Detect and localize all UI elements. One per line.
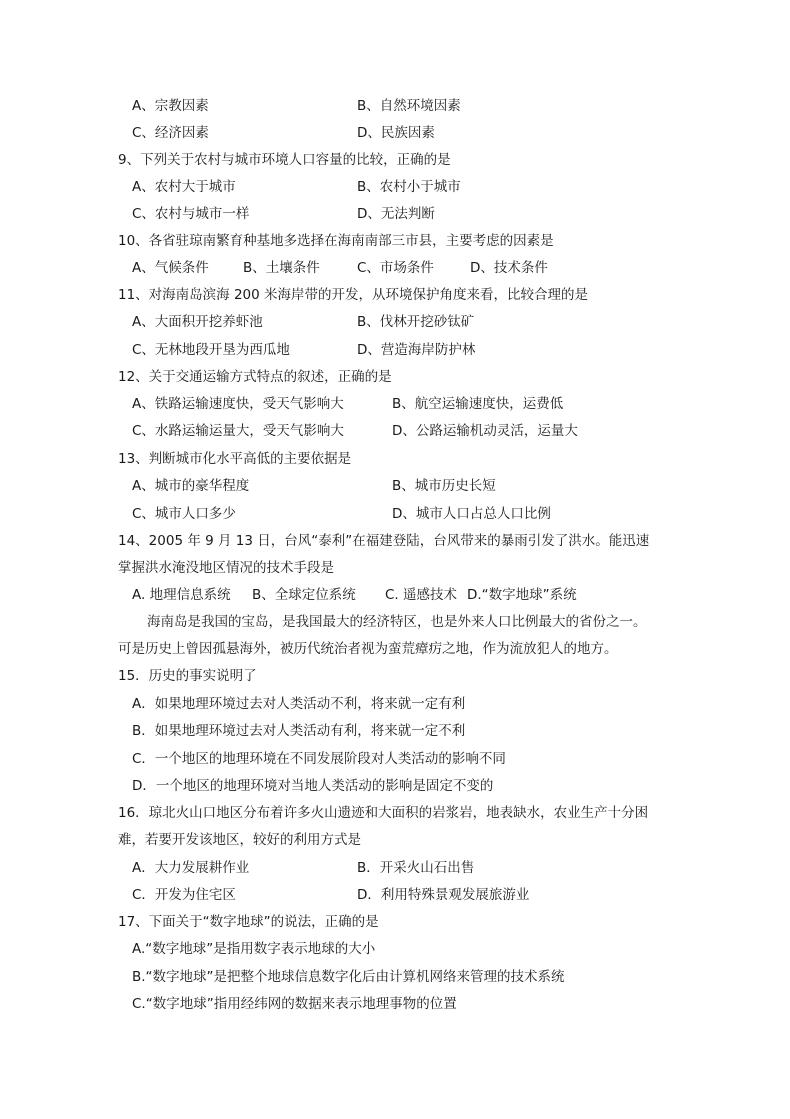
q15-option-a: A．如果地理环境过去对人类活动不利，将来就一定有利 [132, 696, 466, 712]
q9-option-a: A、农村大于城市 [132, 179, 236, 195]
q10-option-a: A、气候条件 [132, 260, 209, 276]
q14-stem-line-2: 掌握洪水淹没地区情况的技术手段是 [118, 560, 334, 576]
q12-option-c: C、水路运输运量大，受天气影响大 [132, 423, 344, 439]
q15-option-b: B．如果地理环境过去对人类活动有利，将来就一定不利 [132, 723, 466, 739]
q8-option-b: B、自然环境因素 [357, 98, 461, 114]
q11-option-c: C、无林地段开垦为西瓜地 [132, 342, 290, 358]
q15-option-c: C．一个地区的地理环境在不同发展阶段对人类活动的影响不同 [132, 751, 506, 767]
q8-option-a: A、宗教因素 [132, 98, 209, 114]
q11-stem: 11、对海南岛滨海 200 米海岸带的开发，从环境保护角度来看，比较合理的是 [118, 287, 589, 303]
q17-option-a: A.“数字地球”是指用数字表示地球的大小 [132, 941, 376, 957]
q14-option-c: C. 遥感技术 [385, 587, 458, 603]
q17-option-c: C.“数字地球”指用经纬网的数据来表示地理事物的位置 [132, 996, 457, 1012]
q13-stem: 13、判断城市化水平高低的主要依据是 [118, 451, 352, 467]
q10-option-d: D、技术条件 [470, 260, 548, 276]
q11-option-b: B、伐林开挖砂钛矿 [357, 314, 475, 330]
q9-stem: 9、下列关于农村与城市环境人口容量的比较，正确的是 [118, 152, 451, 168]
q13-option-c: C、城市人口多少 [132, 506, 236, 522]
passage-line-2: 可是历史上曾因孤悬海外，被历代统治者视为蛮荒瘴疠之地，作为流放犯人的地方。 [118, 641, 618, 657]
q14-option-b: B、全球定位系统 [252, 587, 356, 603]
q14-option-d: D.“数字地球”系统 [467, 587, 577, 603]
q12-option-d: D、公路运输机动灵活，运量大 [392, 423, 578, 439]
q13-option-d: D、城市人口占总人口比例 [392, 506, 551, 522]
q10-stem: 10、各省驻琼南繁育种基地多选择在海南南部三市县，主要考虑的因素是 [118, 233, 554, 249]
q9-option-d: D、无法判断 [357, 206, 435, 222]
q16-stem-line-2: 难，若要开发该地区，较好的利用方式是 [118, 832, 361, 848]
q12-option-b: B、航空运输速度快，运费低 [392, 396, 564, 412]
q14-stem-line-1: 14、2005 年 9 月 13 日，台风“泰利”在福建登陆，台风带来的暴雨引发了洪水。能迅速 [118, 533, 650, 549]
q14-option-a: A. 地理信息系统 [132, 587, 231, 603]
q13-option-a: A、城市的豪华程度 [132, 478, 250, 494]
passage-line-1: 海南岛是我国的宝岛，是我国最大的经济特区，也是外来人口比例最大的省份之一。 [147, 614, 647, 630]
q16-stem-line-1: 16．琼北火山口地区分布着许多火山遗迹和大面积的岩浆岩，地表缺水，农业生产十分困 [118, 805, 649, 821]
q15-stem: 15．历史的事实说明了 [118, 668, 257, 684]
q9-option-c: C、农村与城市一样 [132, 206, 250, 222]
q11-option-d: D、营造海岸防护林 [357, 342, 476, 358]
q16-option-c: C．开发为住宅区 [132, 887, 236, 903]
q9-option-b: B、农村小于城市 [357, 179, 461, 195]
q10-option-b: B、土壤条件 [243, 260, 320, 276]
q13-option-b: B、城市历史长短 [392, 478, 496, 494]
q15-option-d: D．一个地区的地理环境对当地人类活动的影响是固定不变的 [132, 778, 494, 794]
q16-option-a: A．大力发展耕作业 [132, 860, 250, 876]
q11-option-a: A、大面积开挖养虾池 [132, 314, 263, 330]
q12-stem: 12、关于交通运输方式特点的叙述，正确的是 [118, 369, 392, 385]
q12-option-a: A、铁路运输速度快，受天气影响大 [132, 396, 344, 412]
q17-stem: 17、下面关于“数字地球”的说法，正确的是 [118, 914, 379, 930]
q10-option-c: C、市场条件 [357, 260, 434, 276]
q16-option-d: D．利用特殊景观发展旅游业 [357, 887, 530, 903]
q17-option-b: B.“数字地球”是把整个地球信息数字化后由计算机网络来管理的技术系统 [132, 969, 565, 985]
q16-option-b: B．开采火山石出售 [357, 860, 475, 876]
q8-option-c: C、经济因素 [132, 125, 209, 141]
q8-option-d: D、民族因素 [357, 125, 435, 141]
